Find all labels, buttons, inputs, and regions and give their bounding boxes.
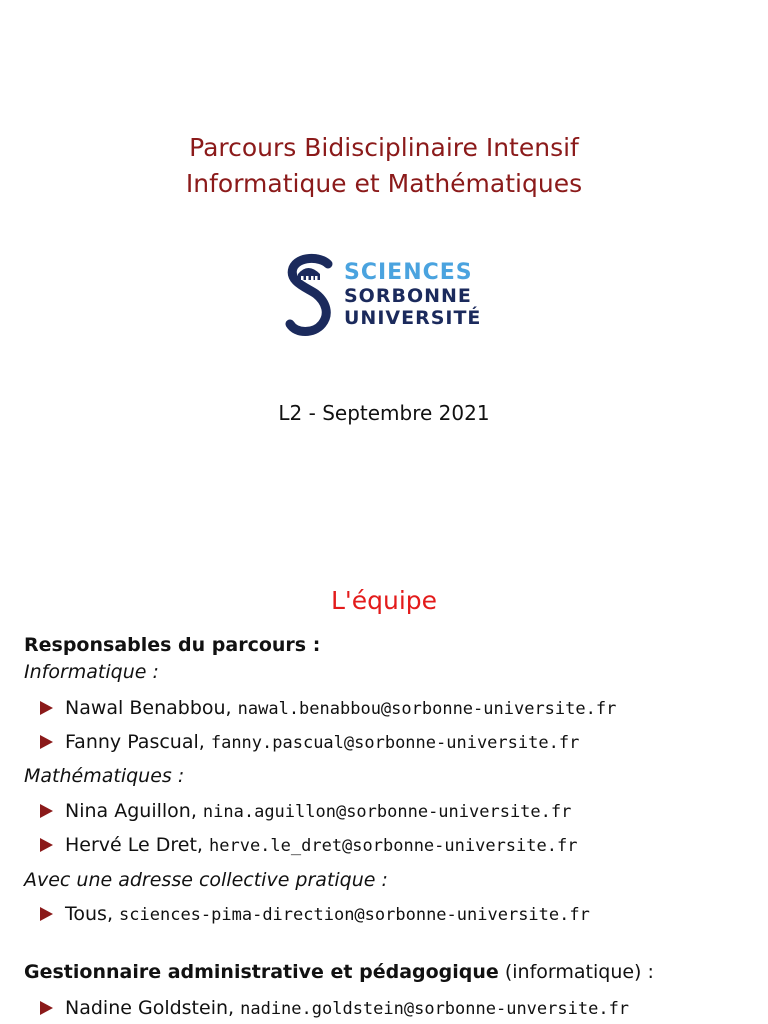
logo-word-universite: UNIVERSITÉ xyxy=(344,307,482,329)
email-link[interactable]: nina.aguillon@sorbonne-universite.fr xyxy=(202,802,572,822)
bullet-triangle-icon xyxy=(40,804,53,818)
person-name: Nadine Goldstein, xyxy=(65,997,235,1019)
mathematiques-label: Mathématiques : xyxy=(24,765,185,787)
informatique-label: Informatique : xyxy=(24,661,159,683)
presentation-date: L2 - Septembre 2021 xyxy=(278,401,490,425)
list-item xyxy=(40,997,629,1019)
list-item xyxy=(40,834,577,856)
bullet-triangle-icon xyxy=(40,838,53,852)
logo-word-sorbonne: SORBONNE xyxy=(344,285,472,307)
sorbonne-logo xyxy=(284,252,494,342)
email-link[interactable]: nadine.goldstein@sorbonne-unversite.fr xyxy=(240,999,630,1019)
bullet-triangle-icon xyxy=(40,1001,53,1015)
bullet-triangle-icon xyxy=(40,907,53,921)
team-slide xyxy=(0,560,768,1024)
logo-word-sciences: SCIENCES xyxy=(344,260,473,285)
list-item xyxy=(40,903,590,925)
person-name: Hervé Le Dret, xyxy=(65,834,203,856)
responsables-label: Responsables du parcours : xyxy=(24,634,321,656)
gestionnaire-line xyxy=(24,961,654,983)
person-name: Nawal Benabbou, xyxy=(65,697,232,719)
person-name: Nina Aguillon, xyxy=(65,800,197,822)
presentation-title-line1: Parcours Bidisciplinaire Intensif xyxy=(189,133,579,162)
bullet-triangle-icon xyxy=(40,701,53,715)
email-link[interactable]: sciences-pima-direction@sorbonne-universite.fr xyxy=(119,905,590,925)
list-item xyxy=(40,731,579,753)
email-link[interactable]: herve.le_dret@sorbonne-universite.fr xyxy=(209,836,578,856)
list-item xyxy=(40,800,571,822)
person-name: Tous, xyxy=(65,903,113,925)
presentation-title-line2: Informatique et Mathématiques xyxy=(185,169,583,198)
person-name: Fanny Pascual, xyxy=(65,731,205,753)
list-item xyxy=(40,697,616,719)
bullet-triangle-icon xyxy=(40,735,53,749)
slide-heading: L'équipe xyxy=(330,586,438,615)
gestionnaire-label: Gestionnaire administrative et pédagogique xyxy=(24,961,499,983)
sorbonne-s-icon xyxy=(284,252,340,342)
email-link[interactable]: nawal.benabbou@sorbonne-universite.fr xyxy=(237,699,617,719)
email-link[interactable]: fanny.pascual@sorbonne-universite.fr xyxy=(210,733,580,753)
gestionnaire-suffix: (informatique) : xyxy=(498,961,654,983)
collective-label: Avec une adresse collective pratique : xyxy=(24,869,388,891)
